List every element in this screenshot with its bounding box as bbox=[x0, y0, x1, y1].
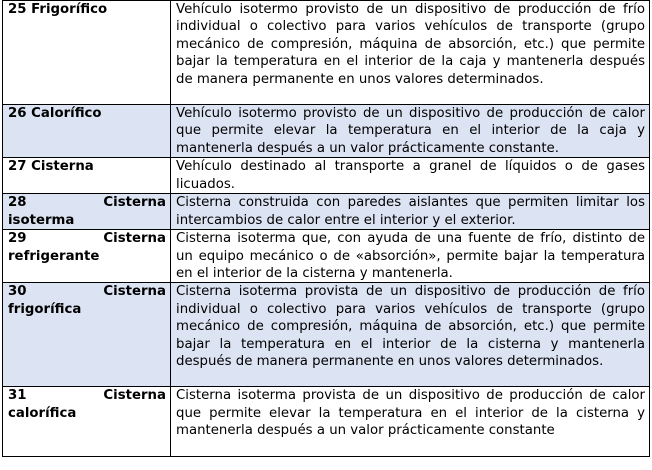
description-cell: Cisterna isoterma que, con ayuda de una fuente de frío, distinto de un equipo mecánico o de «absorción», permite bajar la temperatura en el interior de la cisterna y mantenerla. bbox=[171, 230, 650, 283]
term-line: 25 Frigorífico bbox=[8, 2, 108, 17]
description-cell: Cisterna isoterma provista de un dispositivo de producción de frío individual o colectivo para varios vehículos de transporte (grupo mecánico de compresión, máquina de absorción, etc.) que permite bajar la temperatura en el interior de la cisterna y mantenerla después de manera permanente en unos valores determinados. bbox=[171, 283, 650, 387]
description-cell: Vehículo destinado al transporte a granel de líquidos o de gases licuados. bbox=[171, 158, 650, 194]
term-line: 28 Cisterna bbox=[8, 195, 166, 211]
table-row bbox=[3, 1, 650, 105]
term-cell bbox=[3, 387, 171, 457]
term-line: frigorífica bbox=[8, 301, 82, 317]
term-cell bbox=[3, 158, 171, 194]
term-cell bbox=[3, 194, 171, 230]
table-row bbox=[3, 283, 650, 387]
term-line: 29 Cisterna bbox=[8, 231, 166, 247]
table-row bbox=[3, 105, 650, 158]
term-line: 30 Cisterna bbox=[8, 284, 166, 300]
table-row bbox=[3, 387, 650, 457]
description-cell: Cisterna isoterma provista de un dispositivo de producción de calor que permite elevar la temperatura en el interior de la cisterna y mantenerla después a un valor prácticamente constante bbox=[171, 387, 650, 457]
term-cell bbox=[3, 283, 171, 387]
table-row bbox=[3, 194, 650, 230]
term-line: 27 Cisterna bbox=[8, 159, 94, 175]
term-cell bbox=[3, 105, 171, 158]
term-line: isoterma bbox=[8, 212, 75, 228]
term-cell bbox=[3, 1, 171, 105]
description-cell: Cisterna construida con paredes aislantes que permiten limitar los intercambios de calor entre el interior y el exterior. bbox=[171, 194, 650, 230]
term-line: 26 Calorífico bbox=[8, 106, 102, 121]
term-cell bbox=[3, 230, 171, 283]
description-cell: Vehículo isotermo provisto de un dispositivo de producción de calor que permite elevar la temperatura en el interior de la caja y mantenerla después a un valor prácticamente constante. bbox=[171, 105, 650, 158]
term-line: refrigerante bbox=[8, 248, 100, 264]
description-cell: Vehículo isotermo provisto de un dispositivo de producción de frío individual o colectivo para varios vehículos de transporte (grupo mecánico de compresión, máquina de absorción, etc.) que permite bajar la temperatura en el interior de la caja y mantenerla después de manera permanente en unos valores determinados. bbox=[171, 1, 650, 105]
table-row bbox=[3, 158, 650, 194]
term-line: 31 Cisterna bbox=[8, 388, 166, 404]
definitions-table bbox=[2, 0, 650, 457]
term-line: calorífica bbox=[8, 405, 77, 421]
table-row bbox=[3, 230, 650, 283]
